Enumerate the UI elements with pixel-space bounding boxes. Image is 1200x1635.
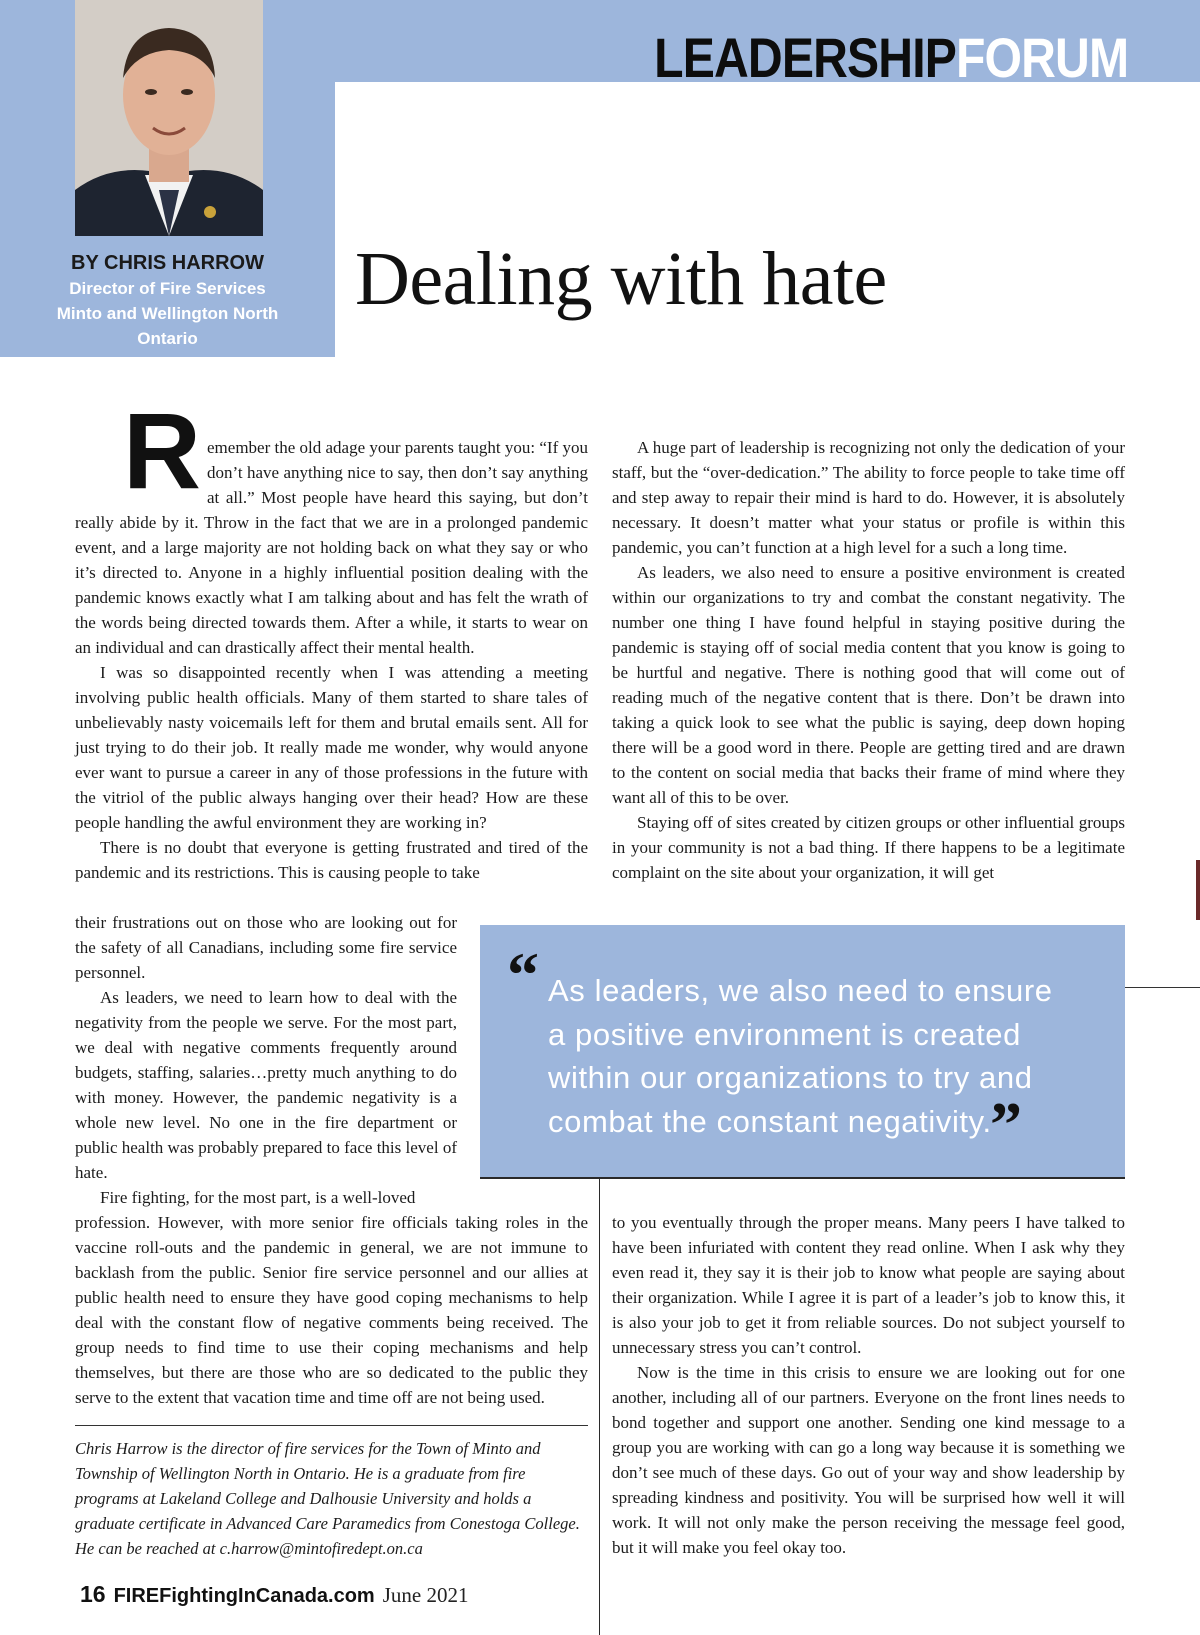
margin-rule <box>1125 987 1200 988</box>
article-title: Dealing with hate <box>355 237 887 321</box>
column-divider <box>599 1178 600 1635</box>
issue-date: June 2021 <box>382 1583 469 1607</box>
paragraph: I was so disappointed recently when I was attending a meeting involving public health officials. Many of them started to share tales of unbelievably nasty voicemails left for them and brutal emails sent. All for just trying to do their job. It really made me wonder, why would anyone ever want to pursue a career in any of those professions in the future with the vitriol of the public always hanging over their head? How are these people handling the awful environment they are working in? <box>75 663 588 832</box>
body-column-left-narrow <box>75 910 457 1210</box>
paragraph: As leaders, we need to learn how to deal with the negativity from the people we serve. For the most part, we deal with negative comments frequently around budgets, staffing, salaries…pretty much anything to do with money. However, the pandemic negativity is a whole new level. No one in the fire department or public health was probably prepared to face this level of hate. <box>75 988 457 1182</box>
page-footer <box>80 1581 468 1608</box>
paragraph: Now is the time in this crisis to ensure we are looking out for one another, including all of our partners. Everyone on the front lines needs to bond together and support one another. Sending one kind message to a group you are working with can go a long way because it is something we don’t see much of these days. Go out of your way and show leadership by spreading kindness and positivity. You will be surprised how well it will work. It will not only make the person receiving the message feel good, but it will make you feel okay too. <box>612 1363 1125 1557</box>
bio-rule <box>75 1425 588 1426</box>
pull-quote-rule <box>480 1177 1125 1179</box>
pull-quote-text: As leaders, we also need to ensure a positive environment is created within our organizations to try and combat the constant negativity. <box>548 973 1053 1139</box>
paragraph-text: emember the old adage your parents taught you: “If you don’t have anything nice to say, then don’t say anything at all.” Most people have heard this saying, but don’t really abide by it. Throw in the fact that we are in a prolonged pandemic event, and a large majority are not holding back on what they say or who it’s directed to. Anyone in a highly influential position dealing with the pandemic knows exactly what I am talking about and has felt the wrath of the words being directed towards them. After a while, it starts to wear on an individual and can drastically affect their mental health. <box>75 438 588 657</box>
author-photo <box>75 0 263 236</box>
author-bio: Chris Harrow is the director of fire services for the Town of Minto and Township of Wellington North in Ontario. He is a graduate from fire programs at Lakeland College and Dalhousie University and holds a graduate certificate in Advanced Care Paramedics from Conestoga College. He can be reached at c.harrow@mintofiredept.on.ca <box>75 1439 580 1558</box>
author-role-line1: Director of Fire Services <box>69 279 266 298</box>
body-column-left-bottom <box>75 1210 588 1410</box>
header-forum: FORUM <box>955 26 1128 89</box>
close-quote-mark: ” <box>990 1089 1022 1160</box>
paragraph: profession. However, with more senior fire officials taking roles in the vaccine roll-outs and the pandemic in general, we are not immune to backlash from the public. Senior fire service personnel and our allies at public health need to ensure they have good coping mechanisms to help deal with the constant flow of negative comments being received. The group needs to find time to use their coping mechanisms and help themselves, but there are those who are so dedicated to the public they serve to the extent that vacation time and time off are not being used. <box>75 1213 588 1407</box>
site-name: FIREFightingInCanada.com <box>113 1585 375 1607</box>
paragraph: There is no doubt that everyone is getting frustrated and tired of the pandemic and its restrictions. This is causing people to take <box>75 838 588 882</box>
paragraph: Fire fighting, for the most part, is a well-loved <box>100 1188 416 1207</box>
open-quote-mark: “ <box>507 939 539 1010</box>
drop-cap: R <box>123 390 201 511</box>
page-edge-mark <box>1196 860 1200 920</box>
paragraph: As leaders, we also need to ensure a positive environment is created within our organizations to try and combat the constant negativity. The number one thing I have found helpful in staying positive during the pandemic is staying off of social media content that you know is going to be hurtful and negative. There is nothing good that will come out of reading much of the negative content that is there. Don’t be drawn into taking a quick look to see what the public is saying, deep down hoping there will be a good word in there. People are getting tired and are drawn to the content on social media that backs their frame of mind where they want all of this to be over. <box>612 563 1125 807</box>
author-name: BY CHRIS HARROW <box>71 252 264 274</box>
paragraph: Staying off of sites created by citizen groups or other influential groups in your community is not a bad thing. If there happens to be a legitimate complaint on the site about your organization, it will get <box>612 813 1125 882</box>
body-column-right-top <box>612 435 1125 885</box>
paragraph: their frustrations out on those who are looking out for the safety of all Canadians, including some fire service personnel. <box>75 913 457 982</box>
page-number: 16 <box>80 1581 106 1607</box>
paragraph <box>75 390 588 660</box>
body-column-left-top <box>75 390 588 885</box>
byline <box>0 250 335 351</box>
author-role-line3: Ontario <box>137 329 198 348</box>
paragraph: to you eventually through the proper means. Many peers I have talked to have been infuriated with content they read online. When I ask why they even read it, they say it is their job to know what people are saying about their organization. While I agree it is part of a leader’s job to know this, it is also your job to get it from reliable sources. Do not subject yourself to unnecessary stress you can’t control. <box>612 1213 1125 1357</box>
pull-quote <box>480 925 1125 1178</box>
header-leadership: LEADERSHIP <box>653 26 956 89</box>
section-header <box>653 26 1128 89</box>
paragraph: A huge part of leadership is recognizing not only the dedication of your staff, but the “over-dedication.” The ability to force people to take time off and step away to repair their mind is hard to do. However, it is absolutely necessary. It doesn’t matter what your status or profile is within this pandemic, you can’t function at a high level for a such a long time. <box>612 438 1125 557</box>
body-column-right-bottom <box>612 1210 1125 1560</box>
author-role-line2: Minto and Wellington North <box>56 304 279 323</box>
